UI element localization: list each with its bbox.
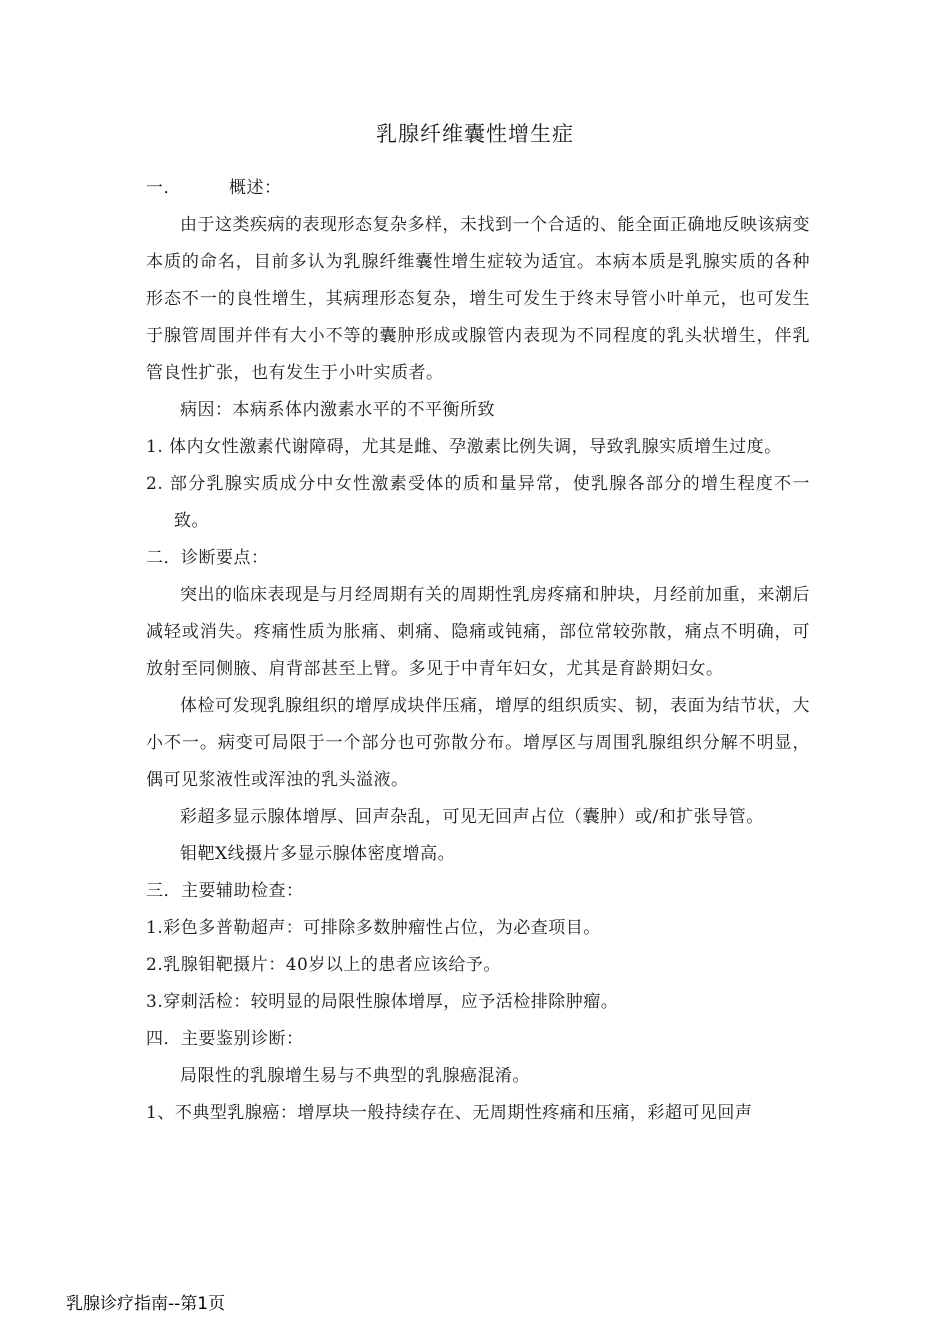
section-4-heading: 四．主要鉴别诊断： (146, 1029, 304, 1049)
diagnosis-paragraph-4: 钼靶X线摄片多显示腺体密度增高。 (180, 844, 456, 864)
section-3-heading: 三．主要辅助检查： (146, 881, 304, 901)
exam-item-2: 2.乳腺钼靶摄片：40岁以上的患者应该给予。 (146, 955, 501, 975)
cause-item-2: 2. 部分乳腺实质成分中女性激素受体的质和量异常，使乳腺各部分的增生程度不一致。 (146, 474, 810, 531)
cause-intro: 病因：本病系体内激素水平的不平衡所致 (180, 400, 495, 420)
document-title: 乳腺纤维囊性增生症 (376, 122, 574, 146)
page-footer: 乳腺诊疗指南--第1页 (66, 1294, 226, 1314)
exam-item-1: 1.彩色多普勒超声：可排除多数肿瘤性占位，为必查项目。 (146, 918, 601, 938)
document-body (146, 170, 810, 1132)
section-2-heading: 二．诊断要点： (146, 548, 269, 568)
differential-item-1: 1、不典型乳腺癌：增厚块一般持续存在、无周期性疼痛和压痛，彩超可见回声 (146, 1103, 753, 1123)
differential-paragraph: 局限性的乳腺增生易与不典型的乳腺癌混淆。 (180, 1066, 530, 1086)
section-1-title: 概述： (229, 178, 282, 198)
diagnosis-paragraph-3: 彩超多显示腺体增厚、回声杂乱，可见无回声占位（囊肿）或/和扩张导管。 (180, 807, 764, 827)
section-1-number: 一． (146, 178, 181, 198)
section-1-heading (146, 170, 810, 207)
exam-item-3: 3.穿刺活检：较明显的局限性腺体增厚，应予活检排除肿瘤。 (146, 992, 619, 1012)
diagnosis-paragraph-1: 突出的临床表现是与月经周期有关的周期性乳房疼痛和肿块，月经前加重，来潮后减轻或消失。疼痛性质为胀痛、刺痛、隐痛或钝痛，部位常较弥散，痛点不明确，可放射至同侧腋、肩背部甚至上臂。多见于中青年妇女，尤其是育龄期妇女。 (146, 585, 810, 679)
cause-item-1: 1. 体内女性激素代谢障碍，尤其是雌、孕激素比例失调，导致乳腺实质增生过度。 (146, 437, 782, 457)
overview-paragraph: 由于这类疾病的表现形态复杂多样，未找到一个合适的、能全面正确地反映该病变本质的命名，目前多认为乳腺纤维囊性增生症较为适宜。本病本质是乳腺实质的各种形态不一的良性增生，其病理形态复杂，增生可发生于终末导管小叶单元，也可发生于腺管周围并伴有大小不等的囊肿形成或腺管内表现为不同程度的乳头状增生，伴乳管良性扩张，也有发生于小叶实质者。 (146, 215, 810, 383)
diagnosis-paragraph-2: 体检可发现乳腺组织的增厚成块伴压痛，增厚的组织质实、韧，表面为结节状，大小不一。病变可局限于一个部分也可弥散分布。增厚区与周围乳腺组织分解不明显，偶可见浆液性或浑浊的乳头溢液。 (146, 696, 810, 790)
